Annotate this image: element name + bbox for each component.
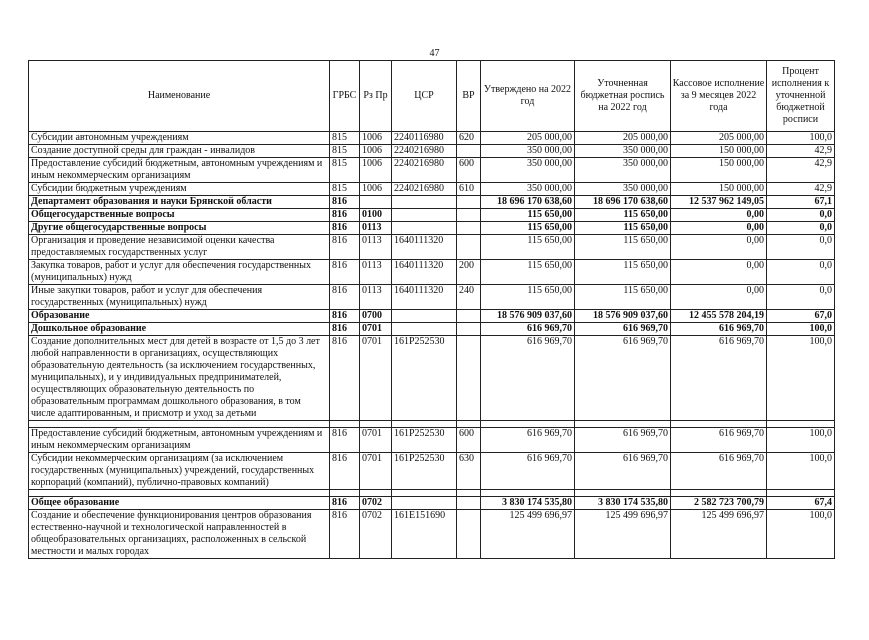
gap-cell bbox=[330, 421, 360, 428]
cell-grbs: 815 bbox=[330, 158, 360, 183]
cell-cash: 0,00 bbox=[671, 222, 767, 235]
cell-grbs: 816 bbox=[330, 222, 360, 235]
cell-percent: 0,0 bbox=[767, 285, 835, 310]
gap-cell bbox=[360, 490, 392, 497]
cell-name: Общегосударственные вопросы bbox=[29, 209, 330, 222]
gap-cell bbox=[767, 421, 835, 428]
cell-grbs: 816 bbox=[330, 510, 360, 559]
cell-vr: 600 bbox=[457, 428, 481, 453]
cell-refined: 125 499 696,97 bbox=[575, 510, 671, 559]
cell-csr bbox=[392, 222, 457, 235]
cell-name: Создание дополнительных мест для детей в возрасте от 1,5 до 3 лет любой направленности в организациях, осуществляющих образовательную деятельность (за исключением государственных, муниципальных), и у индивидуальных предпринимателей, осуществляющих образовательную деятельность по образовательным программам дошкольного образования, в том числе адаптированным, и присмотр и уход за детьми bbox=[29, 336, 330, 421]
table-row bbox=[29, 453, 835, 490]
table-row bbox=[29, 260, 835, 285]
cell-csr: 161P252530 bbox=[392, 453, 457, 490]
cell-grbs: 816 bbox=[330, 209, 360, 222]
table-row bbox=[29, 196, 835, 209]
cell-grbs: 816 bbox=[330, 260, 360, 285]
cell-approved: 616 969,70 bbox=[481, 428, 575, 453]
gap-cell bbox=[392, 490, 457, 497]
cell-name: Другие общегосударственные вопросы bbox=[29, 222, 330, 235]
cell-percent: 0,0 bbox=[767, 222, 835, 235]
table-row bbox=[29, 497, 835, 510]
cell-csr: 2240216980 bbox=[392, 158, 457, 183]
cell-csr: 1640111320 bbox=[392, 285, 457, 310]
cell-approved: 115 650,00 bbox=[481, 222, 575, 235]
cell-approved: 350 000,00 bbox=[481, 145, 575, 158]
cell-approved: 115 650,00 bbox=[481, 235, 575, 260]
table-row bbox=[29, 510, 835, 559]
gap-cell bbox=[392, 421, 457, 428]
cell-cash: 12 455 578 204,19 bbox=[671, 310, 767, 323]
cell-grbs: 816 bbox=[330, 336, 360, 421]
header-csr: ЦСР bbox=[392, 61, 457, 132]
cell-name: Предоставление субсидий бюджетным, автономным учреждениям и иным некоммерческим организациям bbox=[29, 428, 330, 453]
gap-cell bbox=[575, 421, 671, 428]
cell-approved: 616 969,70 bbox=[481, 336, 575, 421]
cell-csr: 161P252530 bbox=[392, 336, 457, 421]
cell-approved: 125 499 696,97 bbox=[481, 510, 575, 559]
cell-name: Субсидии автономным учреждениям bbox=[29, 132, 330, 145]
cell-csr bbox=[392, 196, 457, 209]
cell-csr bbox=[392, 209, 457, 222]
table-row bbox=[29, 310, 835, 323]
cell-name: Общее образование bbox=[29, 497, 330, 510]
cell-rz: 0701 bbox=[360, 453, 392, 490]
cell-name: Организация и проведение независимой оценки качества предоставляемых государственных услуг bbox=[29, 235, 330, 260]
cell-vr bbox=[457, 209, 481, 222]
gap-cell bbox=[29, 421, 330, 428]
cell-percent: 0,0 bbox=[767, 209, 835, 222]
cell-name: Субсидии бюджетным учреждениям bbox=[29, 183, 330, 196]
cell-refined: 350 000,00 bbox=[575, 183, 671, 196]
cell-rz: 0701 bbox=[360, 323, 392, 336]
cell-cash: 0,00 bbox=[671, 260, 767, 285]
cell-name: Создание доступной среды для граждан - инвалидов bbox=[29, 145, 330, 158]
gap-cell bbox=[671, 421, 767, 428]
cell-name: Субсидии некоммерческим организациям (за исключением государственных (муниципальных) учреждений, государственных корпораций (компаний), публично-правовых компаний) bbox=[29, 453, 330, 490]
cell-percent: 100,0 bbox=[767, 132, 835, 145]
cell-vr bbox=[457, 222, 481, 235]
cell-name: Создание и обеспечение функционирования центров образования естественно-научной и технологической направленностей в общеобразовательных организациях, расположенных в сельской местности и малых городах bbox=[29, 510, 330, 559]
cell-cash: 616 969,70 bbox=[671, 336, 767, 421]
cell-csr: 161E151690 bbox=[392, 510, 457, 559]
cell-name: Предоставление субсидий бюджетным, автономным учреждениям и иным некоммерческим организациям bbox=[29, 158, 330, 183]
cell-cash: 2 582 723 700,79 bbox=[671, 497, 767, 510]
gap-cell bbox=[360, 421, 392, 428]
cell-approved: 205 000,00 bbox=[481, 132, 575, 145]
cell-grbs: 816 bbox=[330, 310, 360, 323]
table-row bbox=[29, 428, 835, 453]
cell-percent: 100,0 bbox=[767, 510, 835, 559]
cell-percent: 67,0 bbox=[767, 310, 835, 323]
cell-rz: 0113 bbox=[360, 235, 392, 260]
cell-approved: 616 969,70 bbox=[481, 453, 575, 490]
cell-rz: 0113 bbox=[360, 222, 392, 235]
header-refined: Уточненная бюджетная роспись на 2022 год bbox=[575, 61, 671, 132]
table-row bbox=[29, 209, 835, 222]
cell-rz: 1006 bbox=[360, 132, 392, 145]
cell-approved: 3 830 174 535,80 bbox=[481, 497, 575, 510]
gap-cell bbox=[481, 490, 575, 497]
cell-percent: 67,1 bbox=[767, 196, 835, 209]
row-gap bbox=[29, 421, 835, 428]
cell-percent: 100,0 bbox=[767, 323, 835, 336]
cell-rz: 0100 bbox=[360, 209, 392, 222]
cell-cash: 0,00 bbox=[671, 235, 767, 260]
header-percent: Процент исполнения к уточненной бюджетной росписи bbox=[767, 61, 835, 132]
cell-vr: 630 bbox=[457, 453, 481, 490]
table-body bbox=[29, 132, 835, 559]
cell-name: Иные закупки товаров, работ и услуг для обеспечения государственных (муниципальных) нужд bbox=[29, 285, 330, 310]
row-gap bbox=[29, 490, 835, 497]
cell-refined: 115 650,00 bbox=[575, 260, 671, 285]
table-row bbox=[29, 222, 835, 235]
cell-csr bbox=[392, 310, 457, 323]
cell-percent: 100,0 bbox=[767, 428, 835, 453]
cell-percent: 67,4 bbox=[767, 497, 835, 510]
cell-grbs: 815 bbox=[330, 183, 360, 196]
cell-vr bbox=[457, 145, 481, 158]
gap-cell bbox=[767, 490, 835, 497]
gap-cell bbox=[671, 490, 767, 497]
cell-refined: 205 000,00 bbox=[575, 132, 671, 145]
cell-grbs: 816 bbox=[330, 235, 360, 260]
cell-approved: 115 650,00 bbox=[481, 260, 575, 285]
cell-vr bbox=[457, 310, 481, 323]
cell-rz: 0701 bbox=[360, 428, 392, 453]
cell-percent: 42,9 bbox=[767, 158, 835, 183]
gap-cell bbox=[481, 421, 575, 428]
cell-vr bbox=[457, 510, 481, 559]
table-row bbox=[29, 323, 835, 336]
cell-rz: 0702 bbox=[360, 497, 392, 510]
header-grbs: ГРБС bbox=[330, 61, 360, 132]
cell-grbs: 816 bbox=[330, 285, 360, 310]
cell-name: Дошкольное образование bbox=[29, 323, 330, 336]
cell-rz: 0113 bbox=[360, 285, 392, 310]
cell-rz: 0702 bbox=[360, 510, 392, 559]
cell-vr bbox=[457, 196, 481, 209]
cell-grbs: 816 bbox=[330, 428, 360, 453]
cell-csr: 2240216980 bbox=[392, 183, 457, 196]
gap-cell bbox=[575, 490, 671, 497]
table-row bbox=[29, 158, 835, 183]
cell-name: Закупка товаров, работ и услуг для обеспечения государственных (муниципальных) нужд bbox=[29, 260, 330, 285]
cell-approved: 616 969,70 bbox=[481, 323, 575, 336]
cell-name: Департамент образования и науки Брянской области bbox=[29, 196, 330, 209]
cell-refined: 115 650,00 bbox=[575, 235, 671, 260]
table-row bbox=[29, 183, 835, 196]
cell-rz: 1006 bbox=[360, 158, 392, 183]
cell-grbs: 816 bbox=[330, 453, 360, 490]
cell-rz: 0701 bbox=[360, 336, 392, 421]
cell-vr: 200 bbox=[457, 260, 481, 285]
cell-cash: 0,00 bbox=[671, 209, 767, 222]
cell-refined: 616 969,70 bbox=[575, 453, 671, 490]
table-row bbox=[29, 132, 835, 145]
cell-csr: 1640111320 bbox=[392, 235, 457, 260]
budget-execution-table bbox=[28, 60, 835, 559]
cell-csr: 2240216980 bbox=[392, 145, 457, 158]
cell-approved: 115 650,00 bbox=[481, 209, 575, 222]
cell-vr bbox=[457, 235, 481, 260]
cell-cash: 616 969,70 bbox=[671, 323, 767, 336]
cell-refined: 115 650,00 bbox=[575, 285, 671, 310]
cell-percent: 42,9 bbox=[767, 183, 835, 196]
cell-refined: 616 969,70 bbox=[575, 323, 671, 336]
cell-vr: 240 bbox=[457, 285, 481, 310]
cell-name: Образование bbox=[29, 310, 330, 323]
header-row bbox=[29, 61, 835, 132]
cell-cash: 150 000,00 bbox=[671, 145, 767, 158]
cell-cash: 616 969,70 bbox=[671, 453, 767, 490]
header-rz: Рз Пр bbox=[360, 61, 392, 132]
cell-cash: 0,00 bbox=[671, 285, 767, 310]
gap-cell bbox=[457, 490, 481, 497]
cell-approved: 18 576 909 037,60 bbox=[481, 310, 575, 323]
header-cash: Кассовое исполнение за 9 месяцев 2022 года bbox=[671, 61, 767, 132]
cell-refined: 350 000,00 bbox=[575, 158, 671, 183]
cell-rz: 1006 bbox=[360, 145, 392, 158]
cell-csr: 1640111320 bbox=[392, 260, 457, 285]
cell-rz: 0113 bbox=[360, 260, 392, 285]
table-row bbox=[29, 235, 835, 260]
cell-vr: 600 bbox=[457, 158, 481, 183]
cell-cash: 150 000,00 bbox=[671, 158, 767, 183]
cell-vr bbox=[457, 323, 481, 336]
header-vr: ВР bbox=[457, 61, 481, 132]
cell-approved: 18 696 170 638,60 bbox=[481, 196, 575, 209]
header-name: Наименование bbox=[29, 61, 330, 132]
cell-percent: 100,0 bbox=[767, 336, 835, 421]
cell-grbs: 816 bbox=[330, 196, 360, 209]
cell-refined: 115 650,00 bbox=[575, 209, 671, 222]
cell-approved: 115 650,00 bbox=[481, 285, 575, 310]
cell-vr bbox=[457, 336, 481, 421]
cell-csr: 2240116980 bbox=[392, 132, 457, 145]
cell-percent: 100,0 bbox=[767, 453, 835, 490]
cell-csr: 161P252530 bbox=[392, 428, 457, 453]
cell-rz: 0700 bbox=[360, 310, 392, 323]
cell-vr: 620 bbox=[457, 132, 481, 145]
cell-approved: 350 000,00 bbox=[481, 158, 575, 183]
cell-percent: 42,9 bbox=[767, 145, 835, 158]
cell-cash: 150 000,00 bbox=[671, 183, 767, 196]
cell-refined: 18 576 909 037,60 bbox=[575, 310, 671, 323]
cell-grbs: 816 bbox=[330, 323, 360, 336]
cell-approved: 350 000,00 bbox=[481, 183, 575, 196]
cell-rz bbox=[360, 196, 392, 209]
page-number: 47 bbox=[429, 48, 440, 59]
cell-vr bbox=[457, 497, 481, 510]
gap-cell bbox=[29, 490, 330, 497]
table-row bbox=[29, 145, 835, 158]
cell-cash: 616 969,70 bbox=[671, 428, 767, 453]
cell-refined: 115 650,00 bbox=[575, 222, 671, 235]
cell-refined: 3 830 174 535,80 bbox=[575, 497, 671, 510]
table-row bbox=[29, 336, 835, 421]
cell-refined: 616 969,70 bbox=[575, 336, 671, 421]
cell-refined: 616 969,70 bbox=[575, 428, 671, 453]
cell-csr bbox=[392, 497, 457, 510]
header-approved: Утверждено на 2022 год bbox=[481, 61, 575, 132]
cell-grbs: 816 bbox=[330, 497, 360, 510]
cell-refined: 18 696 170 638,60 bbox=[575, 196, 671, 209]
cell-cash: 125 499 696,97 bbox=[671, 510, 767, 559]
gap-cell bbox=[330, 490, 360, 497]
table-row bbox=[29, 285, 835, 310]
cell-percent: 0,0 bbox=[767, 235, 835, 260]
cell-percent: 0,0 bbox=[767, 260, 835, 285]
cell-refined: 350 000,00 bbox=[575, 145, 671, 158]
cell-cash: 12 537 962 149,05 bbox=[671, 196, 767, 209]
cell-grbs: 815 bbox=[330, 132, 360, 145]
gap-cell bbox=[457, 421, 481, 428]
cell-csr bbox=[392, 323, 457, 336]
cell-vr: 610 bbox=[457, 183, 481, 196]
cell-grbs: 815 bbox=[330, 145, 360, 158]
cell-cash: 205 000,00 bbox=[671, 132, 767, 145]
cell-rz: 1006 bbox=[360, 183, 392, 196]
